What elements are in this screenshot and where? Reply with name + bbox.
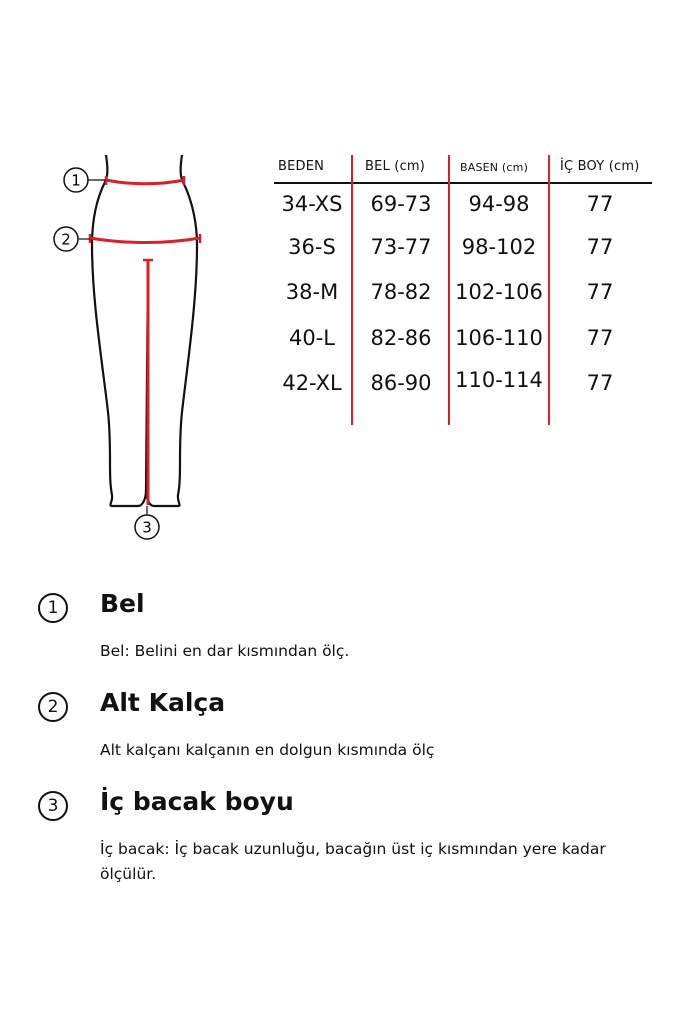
table-cell: 78-82 (370, 280, 432, 304)
legend-title-3: İç bacak boyu (100, 787, 294, 816)
legend-description-2: Alt kalçanı kalçanın en dolgun kısmında ölç (100, 741, 435, 759)
leggings-figure (50, 150, 220, 550)
legend-number-3: 3 (38, 791, 68, 821)
table-cell: 77 (586, 371, 614, 395)
marker-2: 2 (61, 230, 71, 249)
table-cell: 40-L (289, 326, 335, 350)
header-beden: BEDEN (278, 159, 325, 174)
header-ic-boy: İÇ BOY (cm) (560, 159, 640, 174)
table-cell: 94-98 (468, 192, 530, 216)
legend-number-1: 1 (38, 593, 68, 623)
table-cell: 98-102 (461, 235, 537, 259)
table-cell: 102-106 (455, 280, 543, 304)
table-cell: 77 (586, 326, 614, 350)
legend-title-2: Alt Kalça (100, 688, 226, 717)
marker-3: 3 (142, 518, 152, 537)
table-cell: 36-S (288, 235, 336, 259)
table-cell: 110-114 (455, 368, 543, 392)
leggings-outline (92, 155, 197, 506)
header-basen: BASEN (cm) (460, 161, 529, 174)
table-cell: 69-73 (370, 192, 432, 216)
legend-description-1: Bel: Belini en dar kısmından ölç. (100, 642, 350, 660)
table-cell: 82-86 (370, 326, 432, 350)
waist-measure-line (106, 180, 184, 184)
table-cell: 77 (586, 192, 614, 216)
legend-description-3: İç bacak: İç bacak uzunluğu, bacağın üst iç kısmından yere kadar ölçülür. (100, 840, 606, 883)
table-cell: 34-XS (281, 192, 343, 216)
marker-1: 1 (71, 171, 81, 190)
table-cell: 42-XL (282, 371, 342, 395)
header-divider (274, 182, 652, 184)
table-cell: 73-77 (370, 235, 432, 259)
leggings-illustration (50, 150, 220, 550)
table-cell: 77 (586, 280, 614, 304)
table-cell: 38-M (285, 280, 339, 304)
table-cell: 106-110 (455, 326, 543, 350)
table-cell: 86-90 (370, 371, 432, 395)
header-bel: BEL (cm) (365, 159, 426, 174)
hip-measure-line (90, 238, 200, 243)
legend-number-2: 2 (38, 692, 68, 722)
size-table (272, 155, 652, 425)
table-cell: 77 (586, 235, 614, 259)
legend-title-1: Bel (100, 589, 145, 618)
